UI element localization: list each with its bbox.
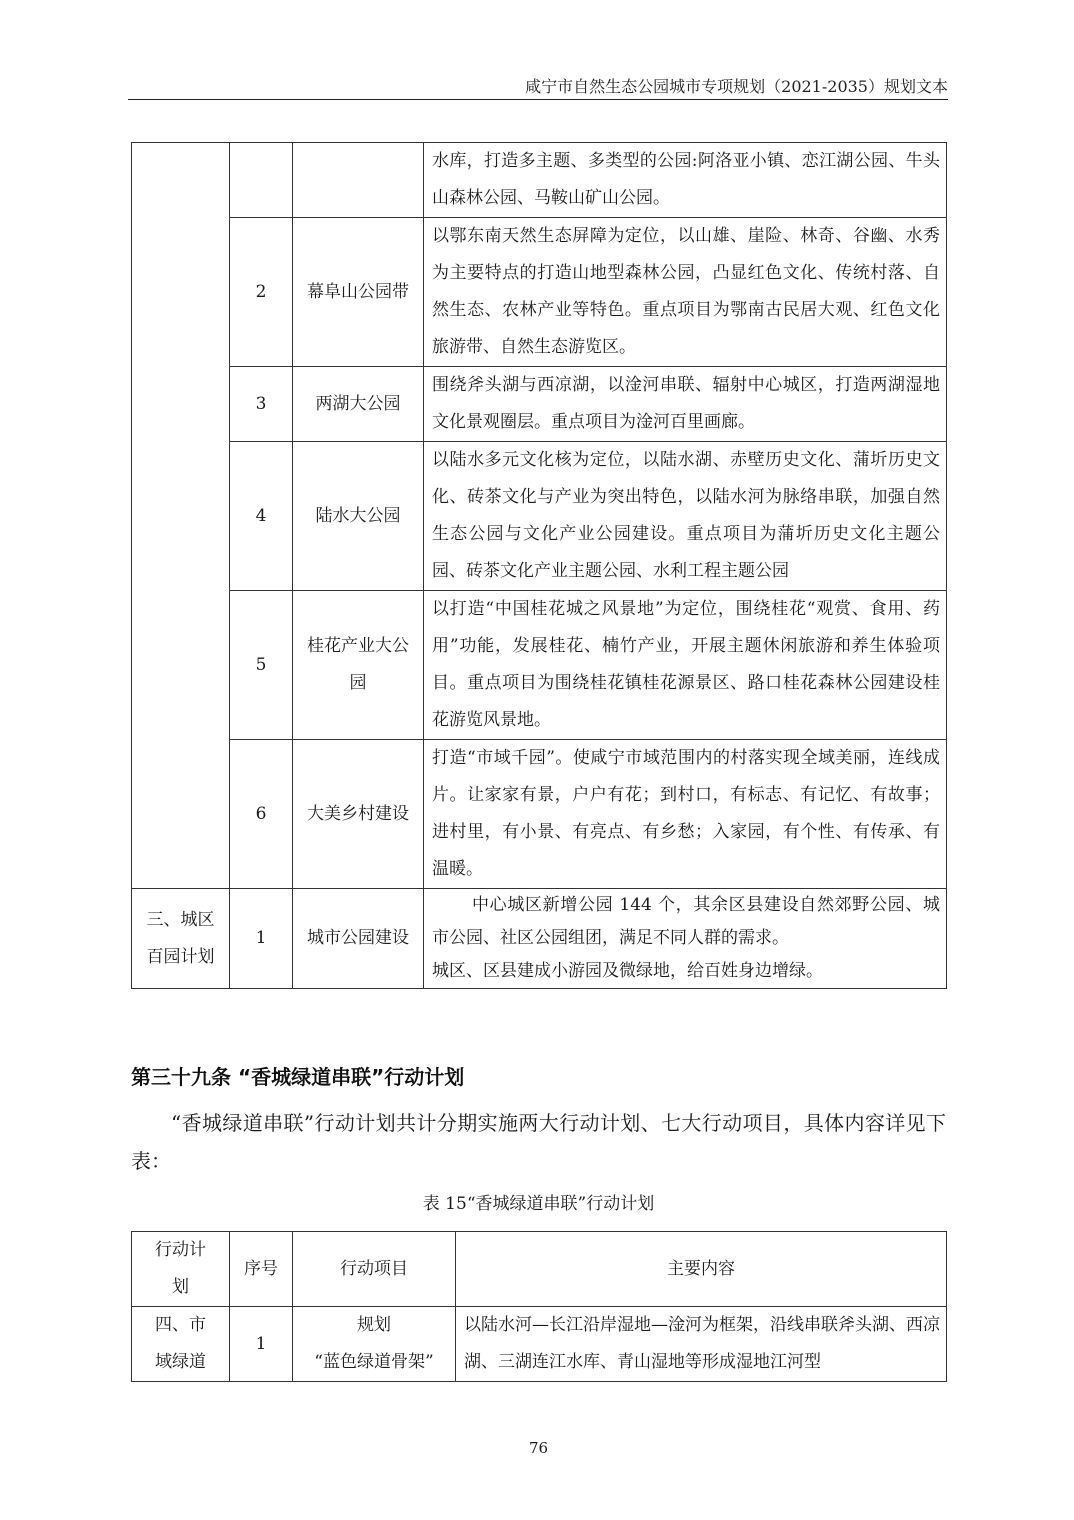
header-number: 序号 — [230, 1232, 293, 1307]
table-header-row — [132, 1232, 947, 1307]
plan-cell: 四、市域绿道 — [132, 1307, 230, 1382]
table-row — [132, 591, 947, 740]
number-cell: 1 — [230, 1307, 293, 1382]
content-cell: 打造“市域千园”。使咸宁市域范围内的村落实现全域美丽，连线成片。让家家有景，户户有花；到村口，有标志、有记忆、有故事；进村里，有小景、有亮点、有乡愁；入家园，有个性、有传承、有温暖。 — [424, 740, 947, 889]
number-cell: 4 — [230, 442, 293, 591]
project-cell — [293, 1307, 456, 1382]
table-row — [132, 218, 947, 367]
number-cell: 3 — [230, 367, 293, 442]
table-row — [132, 143, 947, 218]
number-cell: 6 — [230, 740, 293, 889]
page-number: 76 — [528, 1439, 549, 1457]
project-cell: 大美乡村建设 — [293, 740, 424, 889]
header-project: 行动项目 — [293, 1232, 456, 1307]
table-row — [132, 1307, 947, 1382]
content-cell: 以陆水河—长江沿岸湿地—淦河为框架，沿线串联斧头湖、西凉湖、三湖连江水库、青山湿地等形成湿地江河型 — [456, 1307, 947, 1382]
number-cell: 2 — [230, 218, 293, 367]
content-cell: 以打造“中国桂花城之风景地”为定位，围绕桂花“观赏、食用、药用”功能，发展桂花、楠竹产业，开展主题休闲旅游和养生体验项目。重点项目为围绕桂花镇桂花源景区、路口桂花森林公园建设桂花游览风景地。 — [424, 591, 947, 740]
table-row — [132, 442, 947, 591]
content-cell: 以鄂东南天然生态屏障为定位，以山雄、崖险、林奇、谷幽、水秀为主要特点的打造山地型森林公园，凸显红色文化、传统村落、自然生态、农林产业等特色。重点项目为鄂南古民居大观、红色文化旅游带、自然生态游览区。 — [424, 218, 947, 367]
action-plan-table-continued — [131, 142, 947, 989]
project-cell: 桂花产业大公园 — [293, 591, 424, 740]
content-cell: 水库，打造多主题、多类型的公园:阿洛亚小镇、恋江湖公园、牛头山森林公园、马鞍山矿山公园。 — [424, 143, 947, 218]
table-row — [132, 740, 947, 889]
article-title: 第三十九条 “香城绿道串联”行动计划 — [131, 1065, 465, 1089]
content-cell: 围绕斧头湖与西凉湖，以淦河串联、辐射中心城区，打造两湖湿地文化景观圈层。重点项目为淦河百里画廊。 — [424, 367, 947, 442]
project-cell: 幕阜山公园带 — [293, 218, 424, 367]
project-line: “蓝色绿道骨架” — [314, 1352, 434, 1372]
plan-cell — [132, 143, 230, 889]
project-cell — [293, 143, 424, 218]
number-cell — [230, 143, 293, 218]
project-cell: 两湖大公园 — [293, 367, 424, 442]
table-row — [132, 889, 947, 989]
number-cell: 1 — [230, 889, 293, 989]
content-cell: 以陆水多元文化核为定位，以陆水湖、赤壁历史文化、蒲圻历史文化、砖茶文化与产业为突出特色，以陆水河为脉络串联，加强自然生态公园与文化产业公园建设。重点项目为蒲圻历史文化主题公园、砖茶文化产业主题公园、水利工程主题公园 — [424, 442, 947, 591]
article-paragraph: “香城绿道串联”行动计划共计分期实施两大行动计划、七大行动项目，具体内容详见下表： — [131, 1111, 946, 1173]
header-content: 主要内容 — [456, 1232, 947, 1307]
greenway-plan-table — [131, 1231, 947, 1382]
number-cell: 5 — [230, 591, 293, 740]
header-rule — [128, 99, 948, 100]
running-header: 咸宁市自然生态公园城市专项规划（2021-2035）规划文本 — [525, 77, 948, 96]
project-cell: 陆水大公园 — [293, 442, 424, 591]
content-cell — [424, 889, 947, 989]
content-paragraph: 城区、区县建成小游园及微绿地，给百姓身边增绿。 — [432, 961, 823, 981]
table-row — [132, 367, 947, 442]
project-line: 规划 — [357, 1315, 391, 1335]
plan-cell: 三、城区百园计划 — [132, 889, 230, 989]
project-cell: 城市公园建设 — [293, 889, 424, 989]
header-plan: 行动计划 — [132, 1232, 230, 1307]
content-paragraph: 中心城区新增公园 144 个，其余区县建设自然郊野公园、城市公园、社区公园组团，满足不同人群的需求。 — [432, 895, 940, 948]
table-caption: 表 15“香城绿道串联”行动计划 — [422, 1194, 655, 1214]
